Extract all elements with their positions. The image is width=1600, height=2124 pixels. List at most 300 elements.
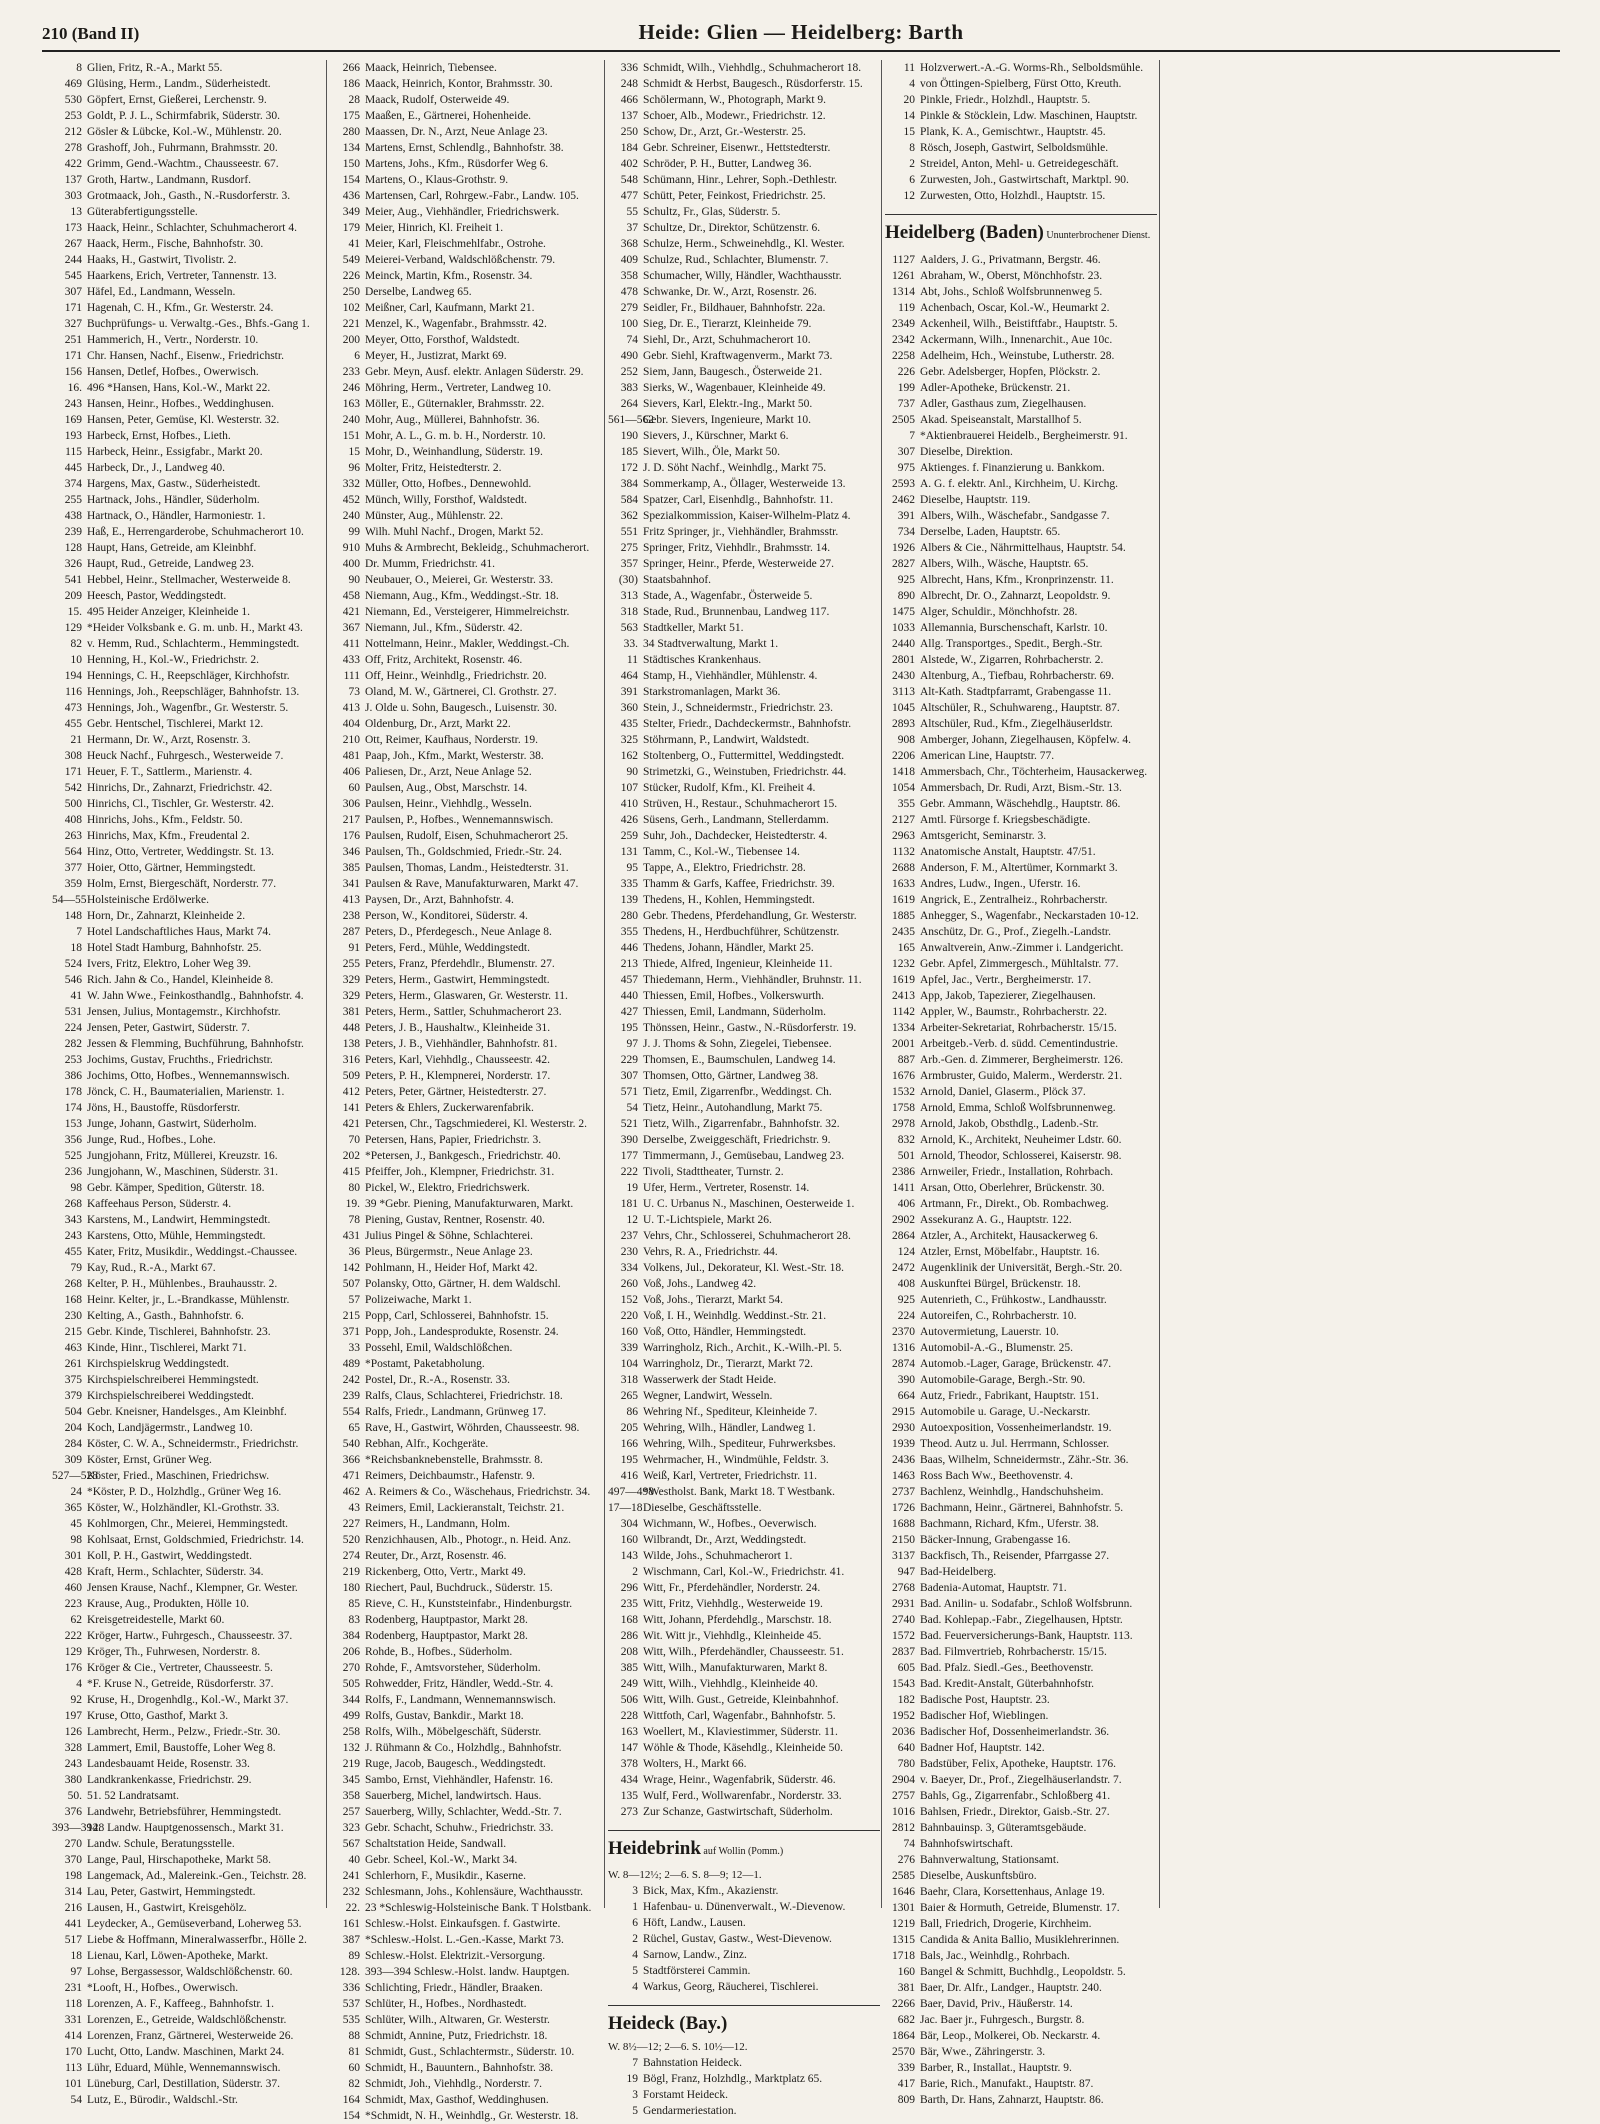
phone-number: 455	[64, 718, 82, 730]
subscriber-name: Kohlsaat, Ernst, Goldschmied, Friedrichstr. 14.	[87, 1534, 304, 1546]
directory-entry	[885, 1964, 1157, 1980]
directory-entry	[608, 1292, 880, 1308]
subscriber-name: Weiß, Karl, Vertreter, Friedrichstr. 11.	[643, 1470, 817, 1482]
directory-entry	[52, 1388, 324, 1404]
phone-number: 409	[620, 254, 638, 266]
subscriber-name: Barth, Dr. Hans, Zahnarzt, Hauptstr. 86.	[920, 2094, 1104, 2106]
phone-number: 150	[342, 158, 360, 170]
subscriber-name: Meier, Karl, Fleischmehlfabr., Ostrohe.	[365, 238, 546, 250]
subscriber-name: Witt, Wilh., Viehhdlg., Kleinheide 40.	[643, 1678, 818, 1690]
subscriber-name: Martensen, Carl, Rohrgew.-Fabr., Landw. 105.	[365, 190, 579, 202]
directory-entry	[330, 1612, 602, 1628]
phone-number: 506	[620, 1694, 638, 1706]
subscriber-name: Sievers, J., Kürschner, Markt 6.	[643, 430, 789, 442]
directory-entry	[608, 1740, 880, 1756]
directory-entry	[608, 1516, 880, 1532]
phone-number: 1418	[892, 766, 915, 778]
directory-entry	[52, 1772, 324, 1788]
directory-entry	[608, 1084, 880, 1100]
directory-entry	[608, 1628, 880, 1644]
directory-entry	[608, 1468, 880, 1484]
subscriber-name: Bahls, Gg., Zigarrenfabr., Schloßberg 41.	[920, 1790, 1111, 1802]
phone-number: 148	[64, 910, 82, 922]
phone-number: 213	[620, 958, 638, 970]
directory-entry	[52, 1628, 324, 1644]
directory-entry	[330, 1164, 602, 1180]
directory-entry	[330, 316, 602, 332]
directory-entry	[885, 1084, 1157, 1100]
phone-number: 2904	[892, 1774, 915, 1786]
subscriber-name: Martens, O., Klaus-Grothstr. 9.	[365, 174, 509, 186]
phone-number: 367	[342, 622, 360, 634]
subscriber-name: Karstens, Otto, Mühle, Hemmingstedt.	[87, 1230, 266, 1242]
directory-entry	[330, 2092, 602, 2108]
directory-entry	[52, 1708, 324, 1724]
phone-number: 1543	[892, 1678, 915, 1690]
page-number: 210 (Band II)	[42, 24, 140, 43]
directory-entry	[330, 1052, 602, 1068]
subscriber-name: Staatsbahnhof.	[643, 574, 712, 586]
phone-number: 584	[620, 494, 638, 506]
phone-number: 16.	[67, 382, 82, 394]
phone-number: 268	[64, 1198, 82, 1210]
phone-number: 1676	[892, 1070, 915, 1082]
directory-entry	[330, 156, 602, 172]
directory-entry	[885, 1676, 1157, 1692]
phone-number: 118	[65, 1998, 82, 2010]
phone-number: 154	[342, 174, 360, 186]
directory-entry	[330, 1420, 602, 1436]
phone-number: 286	[620, 1630, 638, 1642]
subscriber-name: Badner Hof, Hauptstr. 142.	[920, 1742, 1045, 1754]
section-hours: W. 8½—12; 2—6. S. 10½—12.	[608, 2041, 748, 2053]
phone-number: 2827	[892, 558, 915, 570]
subscriber-name: Ruge, Jacob, Baugesch., Weddingstedt.	[365, 1758, 546, 1770]
subscriber-name: Schultz, Fr., Glas, Süderstr. 5.	[643, 206, 781, 218]
phone-number: 384	[342, 1630, 360, 1642]
directory-entry	[885, 172, 1157, 188]
phone-number: 249	[620, 1678, 638, 1690]
subscriber-name: Liebe & Hoffmann, Mineralwasserfbr., Hölle 2.	[87, 1934, 307, 1946]
directory-entry	[608, 1004, 880, 1020]
phone-number: 408	[64, 814, 82, 826]
directory-entry	[330, 1772, 602, 1788]
phone-number: 174	[64, 1102, 82, 1114]
directory-entry	[608, 892, 880, 908]
directory-entry	[608, 1212, 880, 1228]
subscriber-name: Pfeiffer, Joh., Klempner, Friedrichstr. 31.	[365, 1166, 555, 1178]
phone-number: 266	[342, 62, 360, 74]
directory-entry	[885, 1868, 1157, 1884]
directory-entry	[885, 1404, 1157, 1420]
directory-entry	[885, 620, 1157, 636]
subscriber-name: Stücker, Rudolf, Kfm., Kl. Freiheit 4.	[643, 782, 816, 794]
subscriber-name: Kirchspielschreiberei Hemmingstedt.	[87, 1374, 259, 1386]
subscriber-name: Baer, David, Priv., Häußerstr. 14.	[920, 1998, 1073, 2010]
phone-number: 5	[632, 2105, 638, 2117]
directory-entry	[608, 1420, 880, 1436]
subscriber-name: Hermann, Dr. W., Arzt, Rosenstr. 3.	[87, 734, 251, 746]
directory-entry	[608, 236, 880, 252]
subscriber-name: Ralfs, Friedr., Landmann, Grünweg 17.	[365, 1406, 547, 1418]
phone-number: 33	[348, 1342, 360, 1354]
phone-number: 195	[620, 1022, 638, 1034]
subscriber-name: Aktienges. f. Finanzierung u. Bankkom.	[920, 462, 1105, 474]
phone-number: 1314	[892, 286, 915, 298]
phone-number: 240	[342, 414, 360, 426]
directory-entry	[608, 2103, 880, 2119]
directory-entry	[885, 92, 1157, 108]
subscriber-name: Paulsen, Aug., Obst, Marschstr. 14.	[365, 782, 528, 794]
directory-entry	[52, 2044, 324, 2060]
phone-number: 222	[620, 1166, 638, 1178]
directory-entry	[608, 188, 880, 204]
directory-entry	[608, 700, 880, 716]
phone-number: 243	[64, 1758, 82, 1770]
directory-entry	[885, 348, 1157, 364]
directory-entry	[330, 140, 602, 156]
directory-entry	[608, 844, 880, 860]
subscriber-name: Hartnack, O., Händler, Harmoniestr. 1.	[87, 510, 266, 522]
phone-number: 520	[342, 1534, 360, 1546]
phone-number: 1045	[892, 702, 915, 714]
subscriber-name: Bahnbauinsp. 3, Güteramtsgebäude.	[920, 1822, 1087, 1834]
phone-number: 180	[342, 1582, 360, 1594]
subscriber-name: Sauerberg, Michel, landwirtsch. Haus.	[365, 1790, 542, 1802]
directory-entry	[52, 924, 324, 940]
subscriber-name: Bad. Feuerversicherungs-Bank, Hauptstr. 113.	[920, 1630, 1133, 1642]
phone-number: 265	[620, 1390, 638, 1402]
subscriber-name: Schmidt, Joh., Viehhdlg., Norderstr. 7.	[365, 2078, 543, 2090]
directory-entry	[330, 1356, 602, 1372]
subscriber-name: Lienau, Karl, Löwen-Apotheke, Markt.	[87, 1950, 269, 1962]
directory-entry	[885, 2044, 1157, 2060]
subscriber-name: Bahnverwaltung, Stationsamt.	[920, 1854, 1059, 1866]
subscriber-name: Achenbach, Oscar, Kol.-W., Heumarkt 2.	[920, 302, 1110, 314]
subscriber-name: Armbruster, Guido, Malerm., Werderstr. 21.	[920, 1070, 1123, 1082]
directory-entry	[608, 972, 880, 988]
directory-entry	[330, 860, 602, 876]
phone-number: 554	[342, 1406, 360, 1418]
phone-number: 413	[342, 702, 360, 714]
phone-number: 385	[342, 862, 360, 874]
phone-number: 2342	[892, 334, 915, 346]
directory-entry	[885, 1996, 1157, 2012]
phone-number: 163	[342, 398, 360, 410]
directory-entry	[608, 1804, 880, 1820]
directory-entry	[330, 76, 602, 92]
directory-entry	[330, 1628, 602, 1644]
subscriber-name: Schulze, Rud., Schlachter, Blumenstr. 7.	[643, 254, 829, 266]
subscriber-name: Hennings, Joh., Reepschläger, Bahnhofstr. 13.	[87, 686, 300, 698]
directory-entry	[52, 204, 324, 220]
phone-number: 210	[342, 734, 360, 746]
subscriber-name: Gebr. Siehl, Kraftwagenverm., Markt 73.	[643, 350, 833, 362]
phone-number: 521	[620, 1118, 638, 1130]
subscriber-name: Landkrankenkasse, Friedrichstr. 29.	[87, 1774, 252, 1786]
directory-entry	[330, 1084, 602, 1100]
subscriber-name: Wehring Nf., Spediteur, Kleinheide 7.	[643, 1406, 818, 1418]
directory-entry	[608, 748, 880, 764]
directory-entry	[885, 540, 1157, 556]
directory-entry	[330, 1372, 602, 1388]
phone-number: 1142	[892, 1006, 915, 1018]
subscriber-name: Springer, Fritz, Viehhdlr., Brahmsstr. 14.	[643, 542, 831, 554]
directory-entry	[52, 780, 324, 796]
subscriber-name: Tietz, Emil, Zigarrenfbr., Weddingst. Ch.	[643, 1086, 832, 1098]
subscriber-name: Backfisch, Th., Reisender, Pfarrgasse 27.	[920, 1550, 1110, 1562]
subscriber-name: Schlerhorn, F., Musikdir., Kaserne.	[365, 1870, 527, 1882]
directory-entry	[608, 172, 880, 188]
phone-number: 97	[626, 1038, 638, 1050]
directory-entry	[52, 460, 324, 476]
column-2	[330, 60, 602, 2122]
phone-number: 384	[620, 478, 638, 490]
phone-number: 734	[897, 526, 915, 538]
directory-entry	[52, 364, 324, 380]
directory-entry	[608, 908, 880, 924]
directory-entry	[885, 316, 1157, 332]
directory-entry	[52, 492, 324, 508]
subscriber-name: Krause, Aug., Produkten, Hölle 10.	[87, 1598, 249, 1610]
directory-entry	[608, 1915, 880, 1931]
subscriber-name: *Postamt, Paketabholung.	[365, 1358, 485, 1370]
directory-entry	[608, 1772, 880, 1788]
phone-number: 287	[342, 926, 360, 938]
subscriber-name: Haupt, Rud., Getreide, Landweg 23.	[87, 558, 255, 570]
subscriber-name: Stade, A., Wagenfabr., Österweide 5.	[643, 590, 813, 602]
directory-entry	[330, 828, 602, 844]
phone-number: 255	[342, 958, 360, 970]
subscriber-name: Adler-Apotheke, Brückenstr. 21.	[920, 382, 1071, 394]
directory-entry	[52, 300, 324, 316]
subscriber-name: Rickenberg, Otto, Vertr., Markt 49.	[365, 1566, 526, 1578]
subscriber-name: Jönck, C. H., Baumaterialien, Marienstr. 1.	[87, 1086, 285, 1098]
subscriber-name: Lausen, H., Gastwirt, Kreisgehölz.	[87, 1902, 247, 1914]
directory-entry	[52, 332, 324, 348]
subscriber-name: Lühr, Eduard, Mühle, Wennemannswisch.	[87, 2062, 281, 2074]
directory-entry	[608, 1148, 880, 1164]
directory-entry	[885, 1612, 1157, 1628]
subscriber-name: v. Hemm, Rud., Schlachterm., Hemmingstedt.	[87, 638, 300, 650]
directory-entry	[52, 1612, 324, 1628]
phone-number: 542	[64, 782, 82, 794]
directory-entry	[52, 1868, 324, 1884]
phone-number: 238	[342, 910, 360, 922]
directory-entry	[330, 1932, 602, 1948]
subscriber-name: Adler, Gasthaus zum, Ziegelhausen.	[920, 398, 1087, 410]
directory-entry	[52, 1564, 324, 1580]
subscriber-name: Arnold, Emma, Schloß Wolfsbrunnenweg.	[920, 1102, 1116, 1114]
phone-number: 275	[620, 542, 638, 554]
directory-entry	[330, 1596, 602, 1612]
subscriber-name: Hennings, Joh., Wagenfbr., Gr. Westerstr. 5.	[87, 702, 289, 714]
subscriber-name: *Schmidt, N. H., Weinhdlg., Gr. Westerstr. 18.	[365, 2110, 579, 2122]
phone-number: 124	[897, 1246, 915, 1258]
subscriber-name: Neubauer, O., Meierei, Gr. Westerstr. 33.	[365, 574, 554, 586]
subscriber-name: Ball, Friedrich, Drogerie, Kirchheim.	[920, 1918, 1092, 1930]
subscriber-name: Maassen, Dr. N., Arzt, Neue Anlage 23.	[365, 126, 548, 138]
phone-number: 431	[342, 1230, 360, 1242]
subscriber-name: Gebr. Thedens, Pferdehandlung, Gr. Westerstr.	[643, 910, 857, 922]
phone-number: 500	[64, 798, 82, 810]
subscriber-name: Automobil-A.-G., Blumenstr. 25.	[920, 1342, 1074, 1354]
subscriber-name: Assekuranz A. G., Hauptstr. 122.	[920, 1214, 1072, 1226]
subscriber-name: Dieselbe, Auskunftsbüro.	[920, 1870, 1037, 1882]
phone-number: 335	[620, 878, 638, 890]
directory-entry	[52, 972, 324, 988]
subscriber-name: Kohlmorgen, Chr., Meierei, Hemmingstedt.	[87, 1518, 289, 1530]
subscriber-name: Rohwedder, Fritz, Händler, Wedd.-Str. 4.	[365, 1678, 554, 1690]
subscriber-name: Köster, W., Holzhändler, Kl.-Grothstr. 33.	[87, 1502, 280, 1514]
phone-number: 1033	[892, 622, 915, 634]
subscriber-name: Atzler, Ernst, Möbelfabr., Hauptstr. 16.	[920, 1246, 1100, 1258]
directory-entry	[608, 988, 880, 1004]
phone-number: 113	[65, 2062, 82, 2074]
subscriber-name: Paulsen & Rave, Manufakturwaren, Markt 47.	[365, 878, 579, 890]
phone-number: 386	[64, 1070, 82, 1082]
subscriber-name: Sauerberg, Willy, Schlachter, Wedd.-Str. 7.	[365, 1806, 562, 1818]
phone-number: 307	[897, 446, 915, 458]
subscriber-name: Polizeiwache, Markt 1.	[365, 1294, 472, 1306]
subscriber-name: Bahnstation Heideck.	[643, 2057, 743, 2069]
phone-number: 128	[64, 542, 82, 554]
subscriber-name: Schwanke, Dr. W., Arzt, Rosenstr. 26.	[643, 286, 817, 298]
directory-entry	[52, 2028, 324, 2044]
phone-number: 531	[64, 1006, 82, 1018]
phone-number: 2893	[892, 718, 915, 730]
subscriber-name: Schlichting, Friedr., Händler, Braaken.	[365, 1982, 543, 1994]
phone-number: 233	[342, 366, 360, 378]
directory-entry	[608, 108, 880, 124]
phone-number: 13	[70, 206, 82, 218]
phone-number: 259	[620, 830, 638, 842]
subscriber-name: Bad-Heidelberg.	[920, 1566, 997, 1578]
phone-number: 374	[64, 478, 82, 490]
phone-number: 260	[620, 1278, 638, 1290]
directory-entry	[52, 1660, 324, 1676]
subscriber-name: Kraft, Herm., Schlachter, Süderstr. 34.	[87, 1566, 264, 1578]
phone-number: 318	[620, 1374, 638, 1386]
subscriber-name: Schoer, Alb., Modewr., Friedrichstr. 12.	[643, 110, 826, 122]
directory-entry	[885, 1356, 1157, 1372]
phone-number: 41	[70, 990, 82, 1002]
phone-number: 380	[64, 1774, 82, 1786]
phone-number: 925	[897, 574, 915, 586]
subscriber-name: Münch, Willy, Forsthof, Waldstedt.	[365, 494, 527, 506]
subscriber-name: Bangel & Schmitt, Buchhdlg., Leopoldstr. 5.	[920, 1966, 1126, 1978]
directory-entry	[885, 2092, 1157, 2108]
directory-entry	[52, 1788, 324, 1804]
phone-number: 441	[64, 1918, 82, 1930]
subscriber-name: Münster, Aug., Mühlenstr. 22.	[365, 510, 504, 522]
section-heading-heidebrink	[608, 1830, 880, 1864]
subscriber-name: Akad. Speiseanstalt, Marstallhof 5.	[920, 414, 1082, 426]
directory-entry	[885, 1164, 1157, 1180]
subscriber-name: Landw. Schule, Beratungsstelle.	[87, 1838, 235, 1850]
phone-number: 263	[64, 830, 82, 842]
phone-number: 116	[65, 686, 82, 698]
phone-number: 224	[897, 1310, 915, 1322]
directory-entry	[885, 828, 1157, 844]
directory-entry	[885, 2076, 1157, 2092]
phone-number: 20	[903, 94, 915, 106]
directory-entry	[885, 1260, 1157, 1276]
subscriber-name: Bahlsen, Friedr., Direktor, Gaisb.-Str. 27.	[920, 1806, 1110, 1818]
subscriber-name: Maack, Rudolf, Osterweide 49.	[365, 94, 510, 106]
phone-number: 202	[342, 1150, 360, 1162]
directory-entry	[52, 588, 324, 604]
phone-number: 448	[342, 1022, 360, 1034]
subscriber-name: Meißner, Carl, Kaufmann, Markt 21.	[365, 302, 535, 314]
phone-number: 463	[64, 1342, 82, 1354]
directory-entry	[52, 892, 324, 908]
subscriber-name: Jochims, Otto, Hofbes., Wennemannswisch.	[87, 1070, 290, 1082]
phone-number: 323	[342, 1822, 360, 1834]
phone-number: 12	[903, 190, 915, 202]
subscriber-name: Bad. Kohlepap.-Fabr., Ziegelhausen, Hptstr.	[920, 1614, 1123, 1626]
phone-number: 228	[620, 1710, 638, 1722]
phone-number: 329	[342, 974, 360, 986]
phone-number: 276	[897, 1854, 915, 1866]
subscriber-name: *Heider Volksbank e. G. m. unb. H., Markt 43.	[87, 622, 303, 634]
subscriber-name: Lorenzen, Franz, Gärtnerei, Westerweide 26.	[87, 2030, 294, 2042]
phone-number: 410	[620, 798, 638, 810]
subscriber-name: Thiedemann, Herm., Viehhändler, Bruhnstr. 11.	[643, 974, 862, 986]
directory-entry	[330, 1036, 602, 1052]
subscriber-name: Gebr. Kämper, Spedition, Güterstr. 18.	[87, 1182, 265, 1194]
subscriber-name: Kinde, Hinr., Tischlerei, Markt 71.	[87, 1342, 247, 1354]
subscriber-name: Peters, D., Pferdegesch., Neue Anlage 8.	[365, 926, 552, 938]
directory-entry	[52, 1724, 324, 1740]
subscriber-name: Albrecht, Hans, Kfm., Kronprinzenstr. 11.	[920, 574, 1114, 586]
phone-number: 115	[65, 446, 82, 458]
phone-number: 2768	[892, 1582, 915, 1594]
directory-entry	[52, 764, 324, 780]
subscriber-name: Holzverwert.-A.-G. Worms-Rh., Selboldsmühle.	[920, 62, 1144, 74]
phone-number: 200	[342, 334, 360, 346]
subscriber-name: Barber, R., Installat., Hauptstr. 9.	[920, 2062, 1072, 2074]
subscriber-name: Lambrecht, Herm., Pelzw., Friedr.-Str. 30.	[87, 1726, 281, 1738]
subscriber-name: Ammersbach, Chr., Töchterheim, Hausackerweg.	[920, 766, 1148, 778]
phone-number: 303	[64, 190, 82, 202]
running-title: Heide: Glien — Heidelberg: Barth	[638, 20, 964, 44]
directory-entry	[885, 1068, 1157, 1084]
subscriber-name: Haaks, H., Gastwirt, Tivolistr. 2.	[87, 254, 237, 266]
phone-number: 426	[620, 814, 638, 826]
subscriber-name: Peters, Herm., Sattler, Schuhmacherort 23.	[365, 1006, 562, 1018]
phone-number: 195	[620, 1454, 638, 1466]
phone-number: 135	[620, 1790, 638, 1802]
directory-entry	[330, 2060, 602, 2076]
phone-number: 98	[70, 1182, 82, 1194]
directory-entry	[885, 1804, 1157, 1820]
phone-number: 344	[342, 1694, 360, 1706]
directory-entry	[608, 60, 880, 76]
directory-entry	[608, 156, 880, 172]
subscriber-name: Albrecht, Dr. O., Zahnarzt, Leopoldstr. 9.	[920, 590, 1111, 602]
subscriber-name: Alstede, W., Zigarren, Rohrbacherstr. 2.	[920, 654, 1104, 666]
directory-entry	[885, 684, 1157, 700]
directory-entry	[608, 1052, 880, 1068]
phone-number: 142	[342, 1262, 360, 1274]
directory-entry	[330, 732, 602, 748]
directory-entry	[330, 1820, 602, 1836]
subscriber-name: Kruse, H., Drogenhdlg., Kol.-W., Markt 37.	[87, 1694, 289, 1706]
subscriber-name: Tietz, Heinr., Autohandlung, Markt 75.	[643, 1102, 823, 1114]
directory-entry	[885, 1836, 1157, 1852]
directory-entry	[885, 140, 1157, 156]
